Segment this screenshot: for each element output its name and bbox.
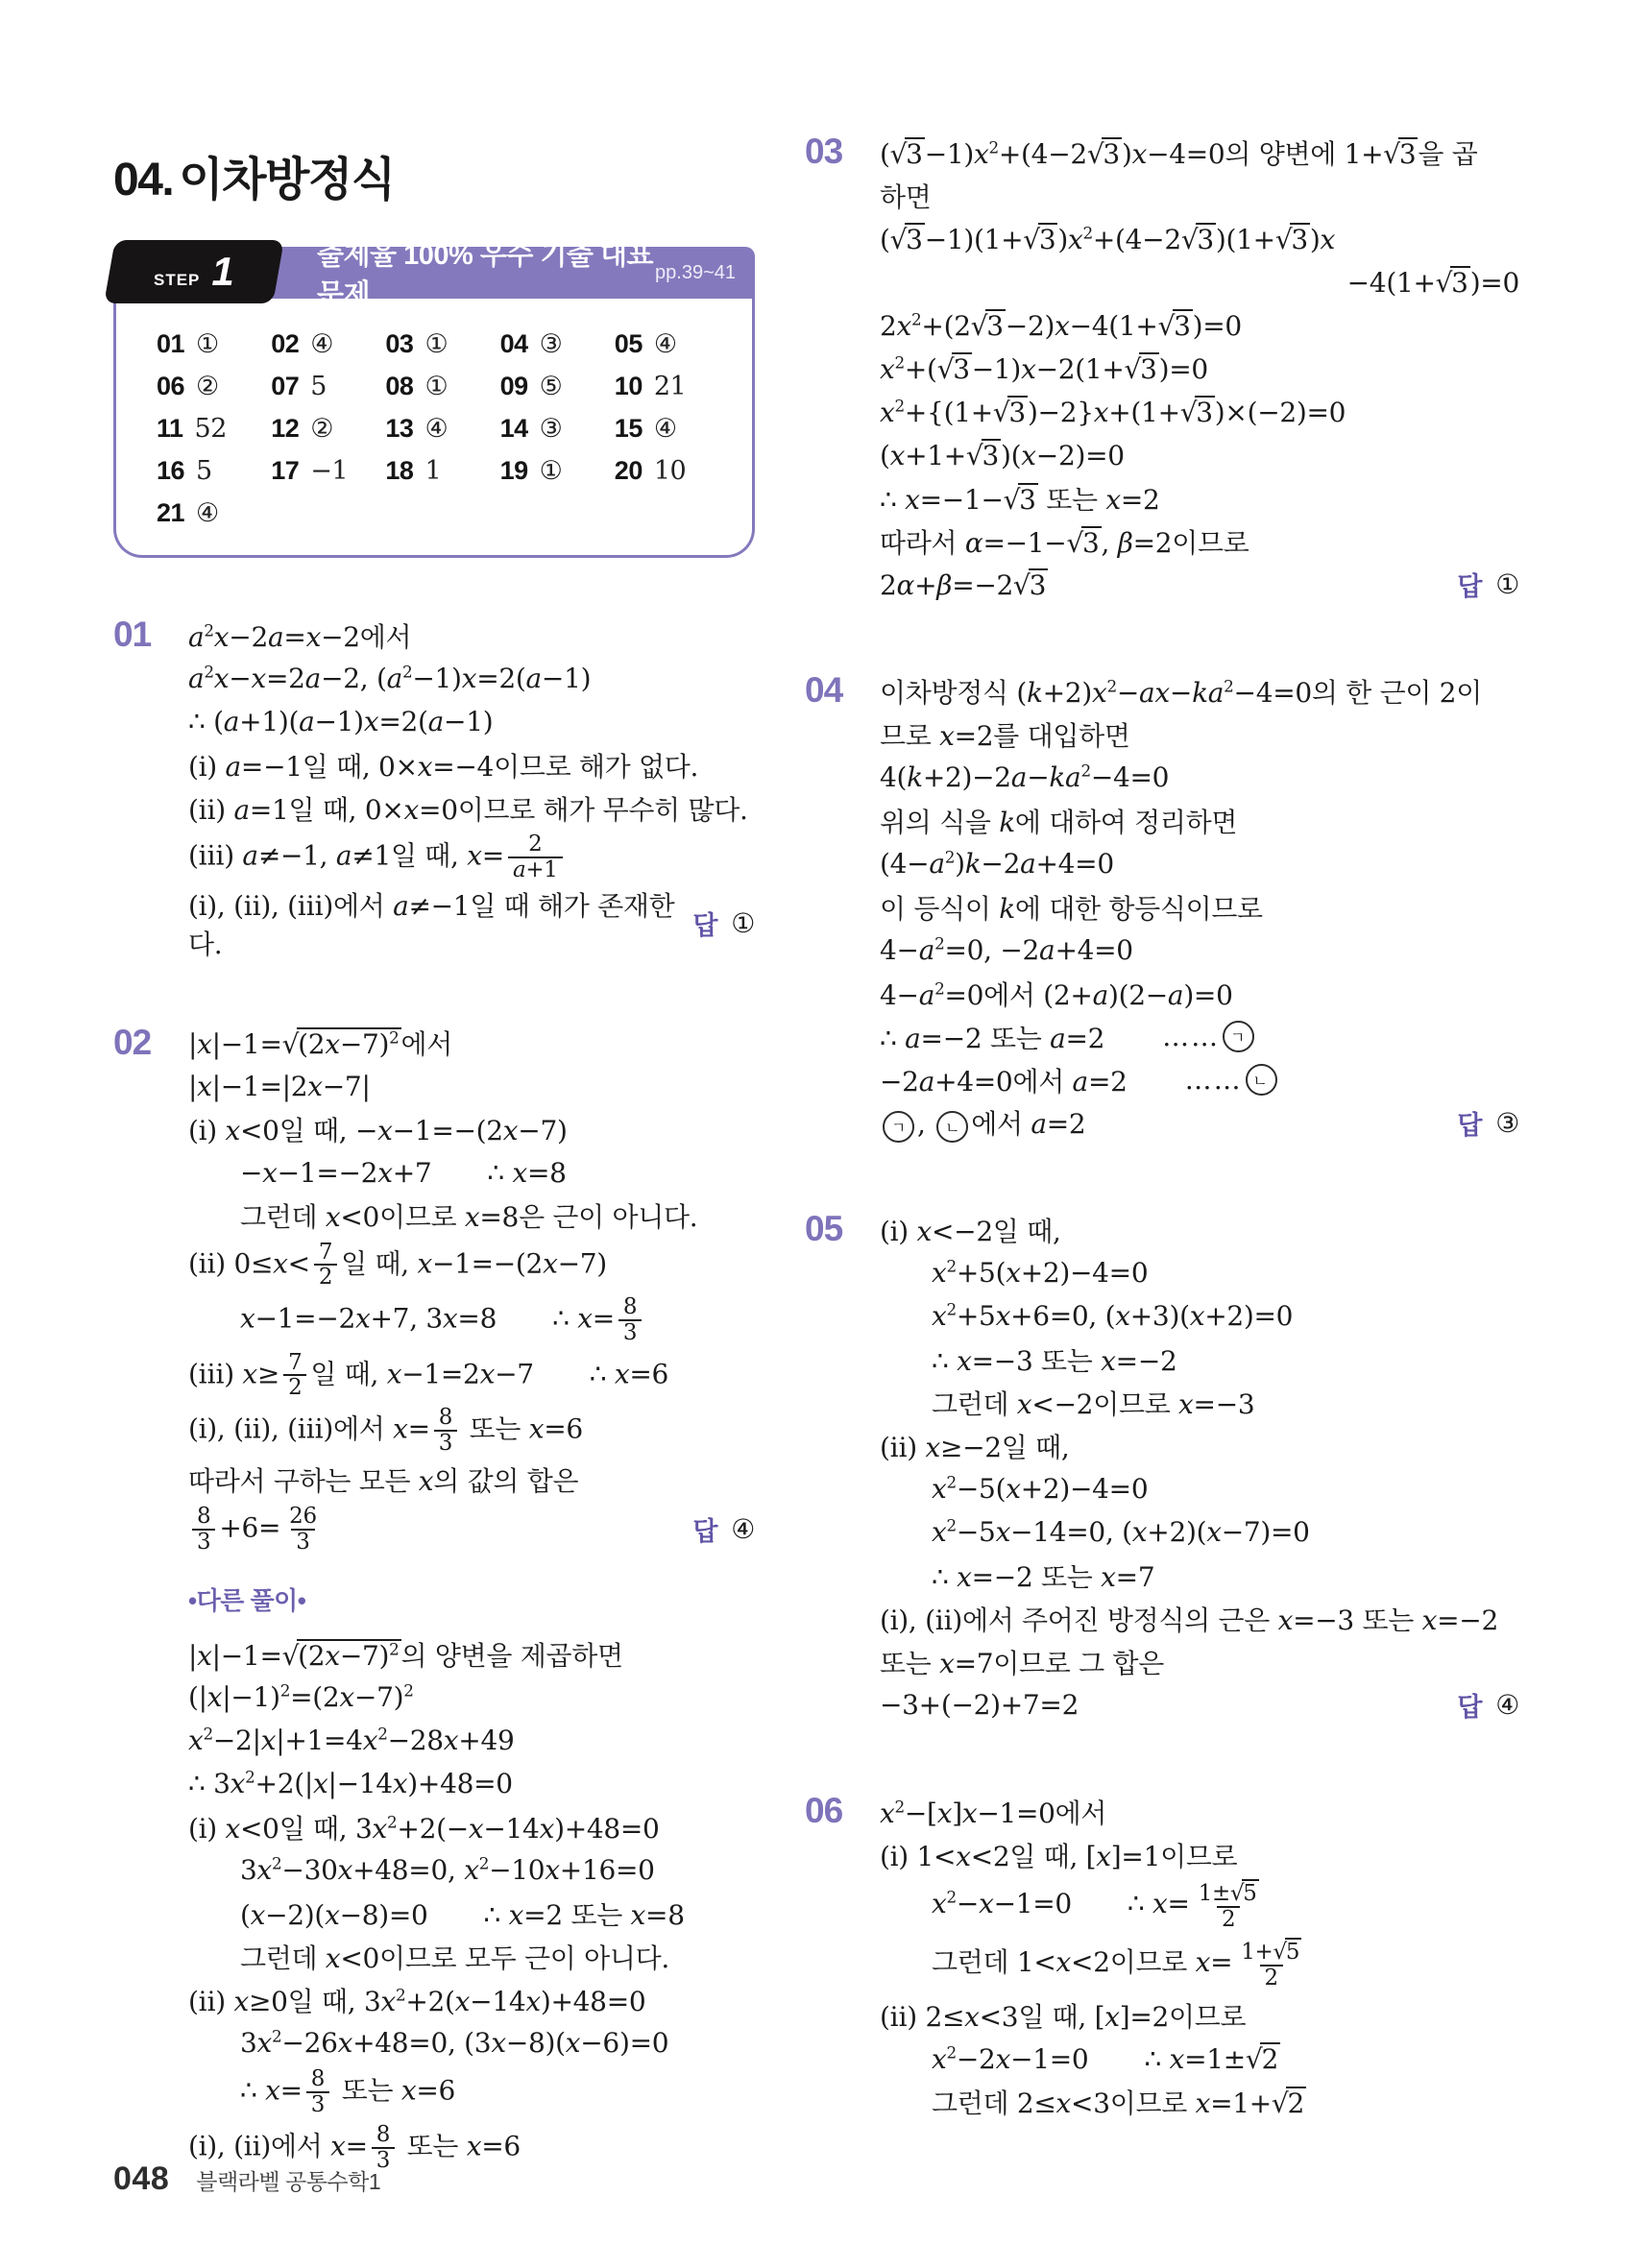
column-L [113, 614, 755, 2176]
chapter-title: 이차방정식 [179, 155, 395, 205]
solution-line: 이차방정식 $(k+2)x^2-ax-ka^2-4=0$의 한 근이 2이 [880, 676, 1482, 709]
solution-06 [805, 1790, 1519, 2123]
solution-line: 그런데 x<−2이므로 x=−3 [932, 1387, 1255, 1420]
solution-line: (ⅰ), (ⅱ)에서 주어진 방정식의 근은 x=−3 또는 x=−2 [880, 1604, 1498, 1636]
answer-chip: 답 ④ [1457, 1689, 1519, 1722]
solution-line: −2a+4=0에서 a=2 …… ㄴ [880, 1058, 1519, 1101]
solution-02 [113, 1022, 755, 2176]
solution-line: (ⅱ) x≥−2일 때, [880, 1431, 1070, 1463]
solution-line: x−1=−2x+7, 3x=8 ∴ x= $\frac{8}{3}$ [188, 1292, 755, 1348]
answer-cell: 21 ④ [157, 498, 219, 528]
solution-line: (ⅱ) 2≤x<3일 때, [x]=2이므로 [880, 2000, 1247, 2033]
solution-line: (ⅰ) a=−1일 때, 0×x=−4이므로 해가 없다. [188, 750, 699, 783]
alternative-solution-label: •다른 풀이• [188, 1586, 306, 1616]
solution-line: (ⅰ) x<0일 때, −x−1=−(2x−7) [188, 1115, 568, 1147]
solution-line: (ⅲ) a≠−1, a≠1일 때, x= $\frac{2}{a+1}$ [188, 830, 755, 885]
solution-line: $(|x|-1)^2=(2x-7)^2$ [188, 1681, 414, 1714]
solution-line: $a^2x-2a=x-2$에서 [188, 620, 412, 653]
answer-chip: 답 ① [1457, 568, 1519, 601]
solution-line: 그런데 x<0이므로 모두 근이 아니다. [240, 1942, 669, 1974]
solution-line: (x+1+√3)(x−2)=0 [880, 439, 1125, 471]
solution-line: 그런데 x<0이므로 x=8은 근이 아니다. [240, 1201, 698, 1234]
answer-cell: 15 ④ [614, 414, 677, 444]
solution-line: (ⅰ) x<−2일 때, [880, 1215, 1061, 1247]
solution-line: 그런데 2≤x<3이므로 x=1+√2 [932, 2087, 1304, 2119]
solution-line: $4-a^2=0$, −2a+4=0 [880, 933, 1133, 966]
solution-line: 따라서 α=−1−√3, β=2이므로 [880, 526, 1249, 559]
solution-line: (ⅰ), (ⅱ), (ⅲ)에서 x= $\frac{8}{3}$ 또는 x=6 [188, 1405, 583, 1457]
solution-line: 이 등식이 k에 대한 항등식이므로 [880, 892, 1263, 925]
solution-line: $3x^2-30x+48=0$, $x^2-10x+16=0$ [240, 1854, 655, 1887]
solution-line: −3+(−2)+7=2 답 ④ [880, 1683, 1519, 1726]
solution-line: $(√3-1)x^2+(4-2√3)x-4=0$의 양변에 1+√3을 곱 [880, 137, 1478, 170]
solution-line: ∴ (a+1)(a−1)x=2(a−1) [188, 706, 494, 737]
solution-line: (ⅰ) x<0일 때, $3x^2+2(-x-14x)+48=0$ [188, 1812, 660, 1845]
footer-page-number: 048 [113, 2160, 170, 2197]
solution-line: (ⅲ) x≥ $\frac{7}{2}$ 일 때, x−1=2x−7 ∴ x=6 [188, 1349, 669, 1401]
solution-line: $x^2-5x-14=0$, (x+2)(x−7)=0 [932, 1515, 1310, 1548]
reference-marker: …… ㄴ [1185, 1064, 1280, 1096]
solution-line: $x^2-2x-1=0$ ∴ x=1±√2 [932, 2042, 1278, 2075]
answer-cell: 02 ④ [271, 329, 333, 359]
solution-line: $x^2-5(x+2)-4=0$ [932, 1472, 1149, 1505]
step-section [113, 240, 755, 558]
solution-line: $x^2+5(x+2)-4=0$ [932, 1256, 1149, 1289]
step-page-range: pp.39~41 [655, 261, 736, 283]
solution-line: (ⅱ) a=1일 때, 0×x=0이므로 해가 무수히 많다. [188, 793, 748, 826]
answer-cell: 12 ② [271, 414, 333, 444]
answer-cell: 17 −1 [271, 456, 349, 486]
solution-line: $3x^2-26x+48=0$, (3x−8)(x−6)=0 [240, 2027, 669, 2060]
solution-line: $x^2+(√3-1)x-2(1+√3)=0$ [880, 352, 1208, 385]
solution-line: $(4-a^2)k-2a+4=0$ [880, 847, 1114, 880]
solution-line: ∴ x=−3 또는 x=−2 [932, 1344, 1177, 1377]
solution-line: $|x|-1=√(2x-7)^2$에서 [188, 1027, 453, 1061]
solution-line: (ⅰ), (ⅱ)에서 x= $\frac{8}{3}$ 또는 x=6 [188, 2121, 521, 2173]
solution-number: 01 [113, 615, 152, 654]
solution-line: $x^2-[x]x-1=0$에서 [880, 1797, 1107, 1829]
solution-line: $4(k+2)-2a-ka^2-4=0$ [880, 760, 1170, 793]
solution-line: $x^2+5x+6=0$, (x+3)(x+2)=0 [932, 1299, 1294, 1332]
solution-line: 따라서 구하는 모든 x의 값의 합은 [188, 1465, 579, 1498]
solution-line: ∴ x=−1−√3 또는 x=2 [880, 483, 1160, 516]
solution-number: 03 [805, 132, 843, 171]
solution-line: 위의 식을 k에 대하여 정리하면 [880, 806, 1238, 838]
answer-cell: 18 1 [385, 456, 442, 486]
answer-cell: 04 ③ [499, 329, 563, 359]
solution-line: ㄱ , ㄴ 에서 a=2 답 ③ [880, 1101, 1519, 1145]
solution-line: $x^2-x-1=0$ ∴ x= $\frac{1\pm√5}{2}$ [932, 1881, 1257, 1933]
answer-chip: 답 ① [692, 907, 755, 941]
solution-line: (ⅰ), (ⅱ), (ⅲ)에서 a≠−1일 때 해가 존재한다. 답 ① [188, 889, 755, 960]
answer-cell: 01 ① [157, 329, 219, 359]
chapter-separator: . [161, 155, 174, 205]
answer-grid [157, 329, 729, 528]
solution-line: 므로 x=2를 대입하면 [880, 719, 1130, 752]
solution-line: $x^2+\{(1+√3)-2\}x+(1+√3)\times(-2)=0$ [880, 396, 1346, 428]
solution-number: 02 [113, 1022, 152, 1062]
solution-line: $4-a^2=0$에서 (2+a)(2−a)=0 [880, 978, 1233, 1011]
solution-line: ∴ x= $\frac{8}{3}$ 또는 x=6 [240, 2066, 455, 2118]
chapter-number: 04 [113, 155, 162, 205]
solution-05 [805, 1208, 1519, 1726]
step-title: 출제율 100% 우수 기출 대표 문제 [317, 240, 654, 310]
step-badge-number: 1 [211, 249, 234, 294]
solution-number: 06 [805, 1791, 843, 1830]
answer-cell: 08 ① [385, 372, 449, 401]
answer-cell: 14 ③ [499, 414, 563, 444]
solution-line: $\frac{8}{3}$ +6= $\frac{26}{3}$ 답 ④ [188, 1502, 755, 1557]
solution-04 [805, 669, 1519, 1145]
reference-marker: …… ㄱ [1162, 1021, 1257, 1052]
solution-line: $a^2x-x=2a-2$, $(a^2-1)x=2(a-1)$ [188, 662, 592, 694]
answer-cell: 20 10 [614, 456, 687, 486]
answer-cell: 06 ② [157, 372, 219, 401]
answer-chip: 답 ③ [1457, 1107, 1519, 1140]
answer-cell: 11 52 [157, 414, 227, 444]
solution-03 [805, 131, 1519, 606]
right-column [805, 131, 1519, 2123]
solution-line: ∴ $3x^2+2(|x|-14x)+48=0$ [188, 1768, 513, 1800]
solution-01 [113, 614, 755, 962]
answer-cell: 16 5 [157, 456, 212, 486]
answer-cell: 03 ① [385, 329, 449, 359]
solution-line: 하면 [880, 181, 932, 213]
solution-line: (ⅰ) 1<x<2일 때, [x]=1이므로 [880, 1840, 1238, 1872]
column-R [805, 131, 1519, 2123]
footer-book-title: 블랙라벨 공통수학1 [196, 2169, 381, 2194]
answer-cell: 13 ④ [385, 414, 449, 444]
answer-cell: 07 5 [271, 372, 327, 401]
solution-line: −4(1+√3)=0 [1346, 266, 1519, 299]
solution-line: $|x|-1=√(2x-7)^2$의 양변을 제곱하면 [188, 1639, 623, 1672]
solution-line: (ⅱ) 0≤x< $\frac{7}{2}$ 일 때, x−1=−(2x−7) [188, 1239, 607, 1291]
solution-line: |x|−1=|2x−7| [188, 1070, 371, 1102]
answer-box [113, 299, 755, 558]
solution-line: 또는 x=7이므로 그 합은 [880, 1647, 1164, 1679]
solution-number: 05 [805, 1209, 843, 1248]
solution-line: ∴ x=−2 또는 x=7 [932, 1560, 1155, 1593]
answer-chip: 답 ④ [692, 1513, 755, 1547]
solution-line: (ⅱ) x≥0일 때, $3x^2+2(x-14x)+48=0$ [188, 1985, 646, 2017]
page-footer [113, 2160, 380, 2198]
solution-line: −x−1=−2x+7 ∴ x=8 [240, 1156, 567, 1189]
left-column [113, 142, 755, 2176]
step-header-bar [113, 240, 755, 310]
solution-line: (x−2)(x−8)=0 ∴ x=2 또는 x=8 [240, 1898, 685, 1931]
page-title [113, 142, 755, 208]
answer-cell: 09 ⑤ [499, 372, 563, 401]
solution-line: ∴ a=−2 또는 a=2 …… ㄱ [880, 1015, 1519, 1058]
solution-line: $x^2-2|x|+1=4x^2-28x+49$ [188, 1725, 515, 1757]
answer-cell: 19 ① [499, 456, 563, 486]
solution-line: 그런데 1<x<2이므로 x= $\frac{1+√5}{2}$ [932, 1940, 1300, 1991]
solution-line: $2x^2+(2√3-2)x-4(1+√3)=0$ [880, 309, 1242, 342]
solution-line: 2α+β=−2√3 답 ① [880, 563, 1519, 606]
solution-number: 04 [805, 670, 843, 710]
step-badge-label: STEP [154, 271, 201, 289]
answer-cell: 10 21 [614, 372, 687, 401]
solution-line: $(√3-1)(1+√3)x^2+(4-2√3)(1+√3)x$ [880, 223, 1336, 255]
step-badge [104, 240, 284, 303]
answer-cell: 05 ④ [614, 329, 677, 359]
